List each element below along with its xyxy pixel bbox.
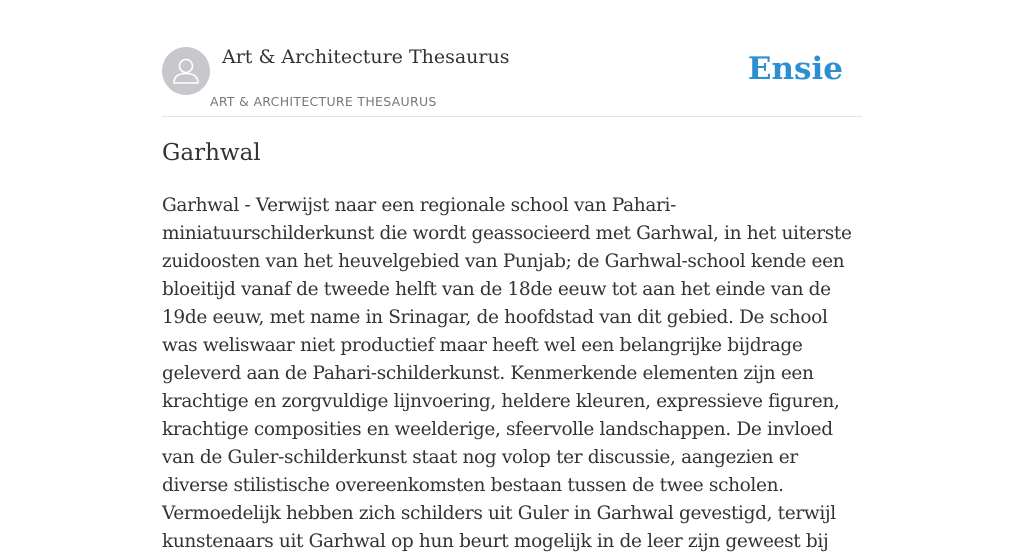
- source-header: [162, 44, 862, 117]
- definition-text: Garhwal - Verwijst naar een regionale school van Pahari-miniatuurschilderkunst die wordt geassocieerd met Garhwal, in het uiterste zuidoosten van het heuvelgebied van Punjab; de Garhwal-school kende een bloeitijd vanaf de tweede helft van de 18de eeuw tot aan het einde van de 19de eeuw, met name in Srinagar, de hoofdstad van dit gebied. De school was weliswaar niet productief maar heeft wel een belangrijke bijdrage geleverd aan de Pahari-schilderkunst. Kenmerkende elementen zijn een krachtige en zorgvuldige lijnvoering, heldere kleuren, expressieve figuren, krachtige composities en weelderige, sfeervolle landschappen. De invloed van de Guler-schilderkunst staat nog volop ter discussie, aangezien er diverse stilistische overeenkomsten bestaan tussen de twee scholen. Vermoedelijk hebben zich schilders uit Guler in Garhwal gevestigd, terwijl kunstenaars uit Garhwal op hun beurt mogelijk in de leer zijn geweest bij: [162, 195, 852, 552]
- source-subtitle: ART & ARCHITECTURE THESAURUS: [210, 94, 437, 109]
- source-title[interactable]: Art & Architecture Thesaurus: [222, 46, 510, 68]
- avatar[interactable]: [162, 47, 210, 95]
- brand-logo[interactable]: Ensie: [747, 51, 843, 87]
- term-title: Garhwal: [162, 140, 261, 166]
- user-icon: [162, 47, 210, 95]
